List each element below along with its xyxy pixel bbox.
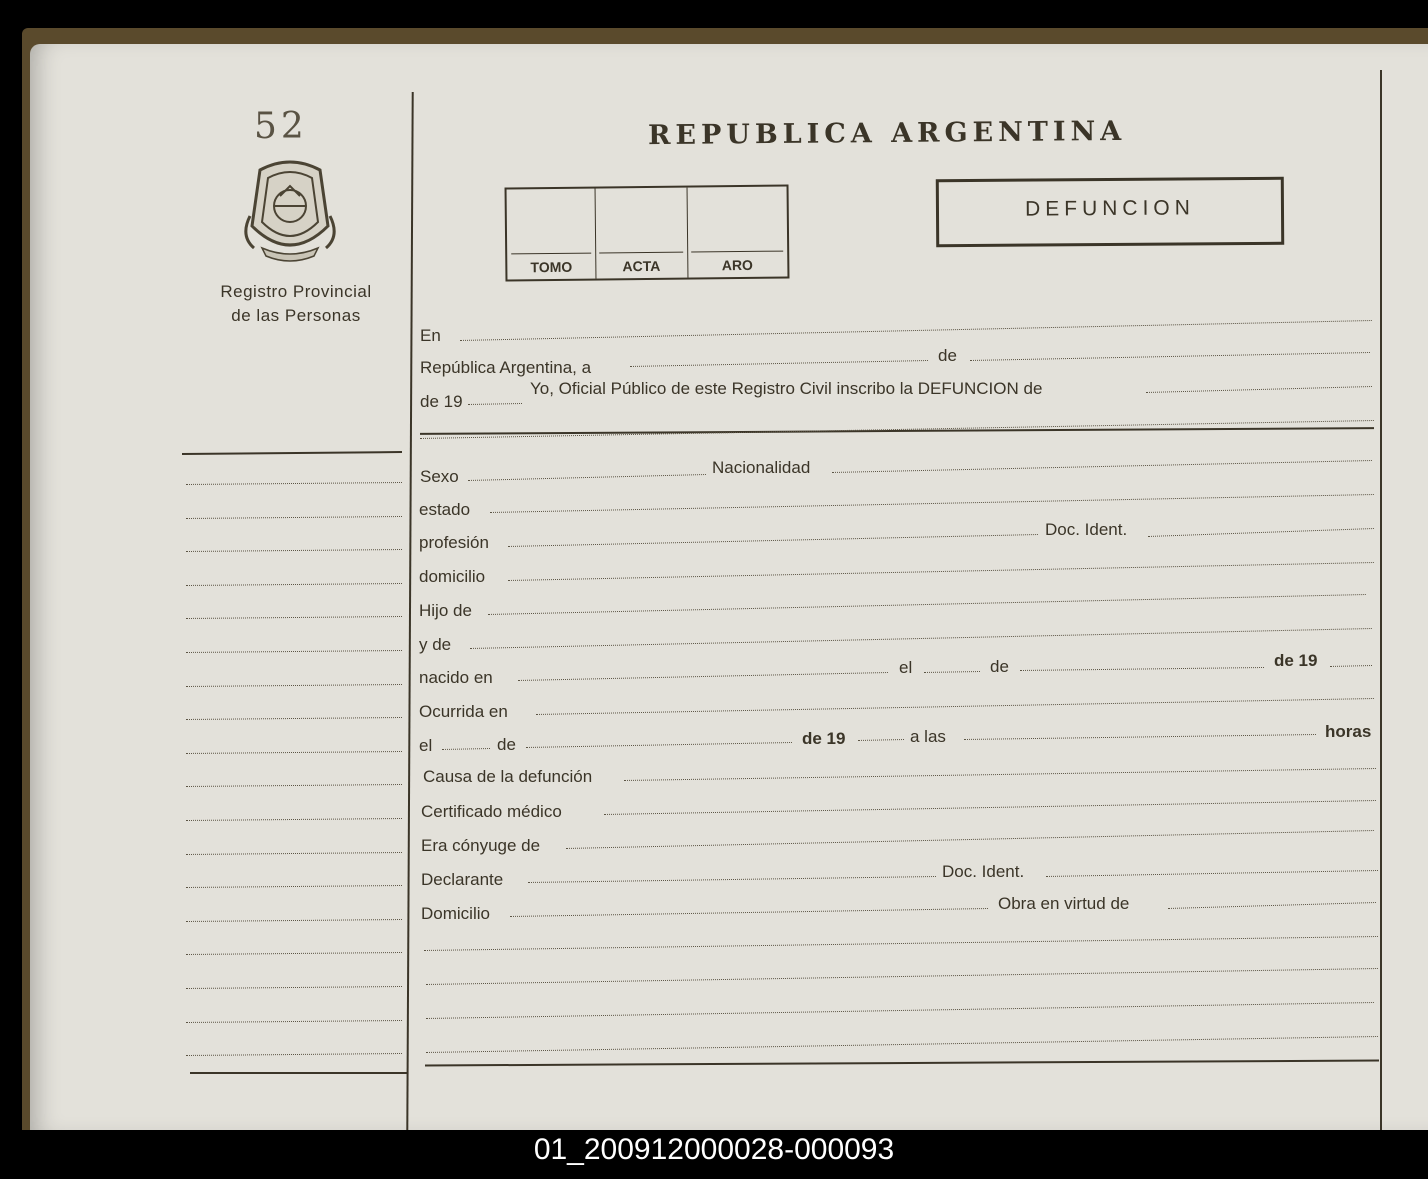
- provincial-seal-icon: [240, 156, 340, 266]
- image-caption: 01_200912000028-000093: [0, 1130, 1428, 1179]
- label-nacido-en: nacido en: [419, 668, 493, 687]
- label-de-19-ocurrida: de 19: [802, 729, 846, 748]
- label-a-las: a las: [910, 727, 946, 746]
- label-de: de: [938, 346, 957, 365]
- label-certificado: Certificado médico: [421, 802, 562, 821]
- label-doc-ident-2: Doc. Ident.: [942, 862, 1025, 881]
- registry-name: [196, 280, 396, 328]
- label-causa: Causa de la defunción: [423, 767, 593, 786]
- label-de-19-nacido: de 19: [1274, 651, 1318, 670]
- label-de-nacido: de: [990, 657, 1009, 676]
- label-de-ocurrida: de: [497, 735, 516, 754]
- acta-cell: [595, 188, 689, 279]
- record-type-box: [936, 177, 1284, 247]
- record-type: DEFUNCION: [1024, 196, 1195, 221]
- label-obra: Obra en virtud de: [998, 894, 1130, 913]
- margin-bottom-rule: [190, 1072, 408, 1074]
- label-doc-ident: Doc. Ident.: [1045, 520, 1128, 539]
- label-domicilio-lower: domicilio: [419, 567, 486, 586]
- aro-rule: [691, 251, 783, 253]
- label-estado: estado: [419, 500, 471, 519]
- label-de-19: de 19: [420, 392, 463, 411]
- label-sexo: Sexo: [420, 467, 459, 486]
- aro-cell: [687, 187, 788, 278]
- label-el-ocurrida: el: [419, 736, 433, 755]
- label-el-nacido: el: [899, 658, 913, 677]
- country-title: REPUBLICA ARGENTINA: [647, 115, 1127, 152]
- label-declarante: Declarante: [421, 870, 504, 889]
- label-ocurrida-en: Ocurrida en: [419, 702, 508, 721]
- label-hijo-de: Hijo de: [419, 601, 472, 620]
- acta-rule: [599, 252, 683, 254]
- acta-label: ACTA: [622, 257, 661, 275]
- page-number: 52: [254, 106, 308, 147]
- label-oficial: Yo, Oficial Público de este Registro Civil inscribo la DEFUNCION de: [530, 379, 1043, 398]
- label-profesion: profesión: [419, 533, 489, 552]
- label-nacionalidad: Nacionalidad: [712, 458, 811, 477]
- tomo-cell: [507, 189, 597, 280]
- registry-name-line-1: Registro Provincial: [220, 282, 372, 301]
- right-border: [1380, 70, 1382, 1132]
- tomo-rule: [511, 253, 591, 255]
- label-domicilio: Domicilio: [421, 904, 490, 923]
- label-republica-a: República Argentina, a: [420, 358, 592, 377]
- registry-name-line-2: de las Personas: [231, 306, 361, 325]
- reference-box: [505, 185, 790, 282]
- label-horas: horas: [1325, 722, 1372, 741]
- label-y-de: y de: [419, 635, 452, 654]
- label-conyuge: Era cónyuge de: [421, 836, 541, 855]
- label-en: En: [420, 326, 441, 345]
- tomo-label: TOMO: [530, 258, 573, 276]
- aro-label: ARO: [721, 256, 753, 274]
